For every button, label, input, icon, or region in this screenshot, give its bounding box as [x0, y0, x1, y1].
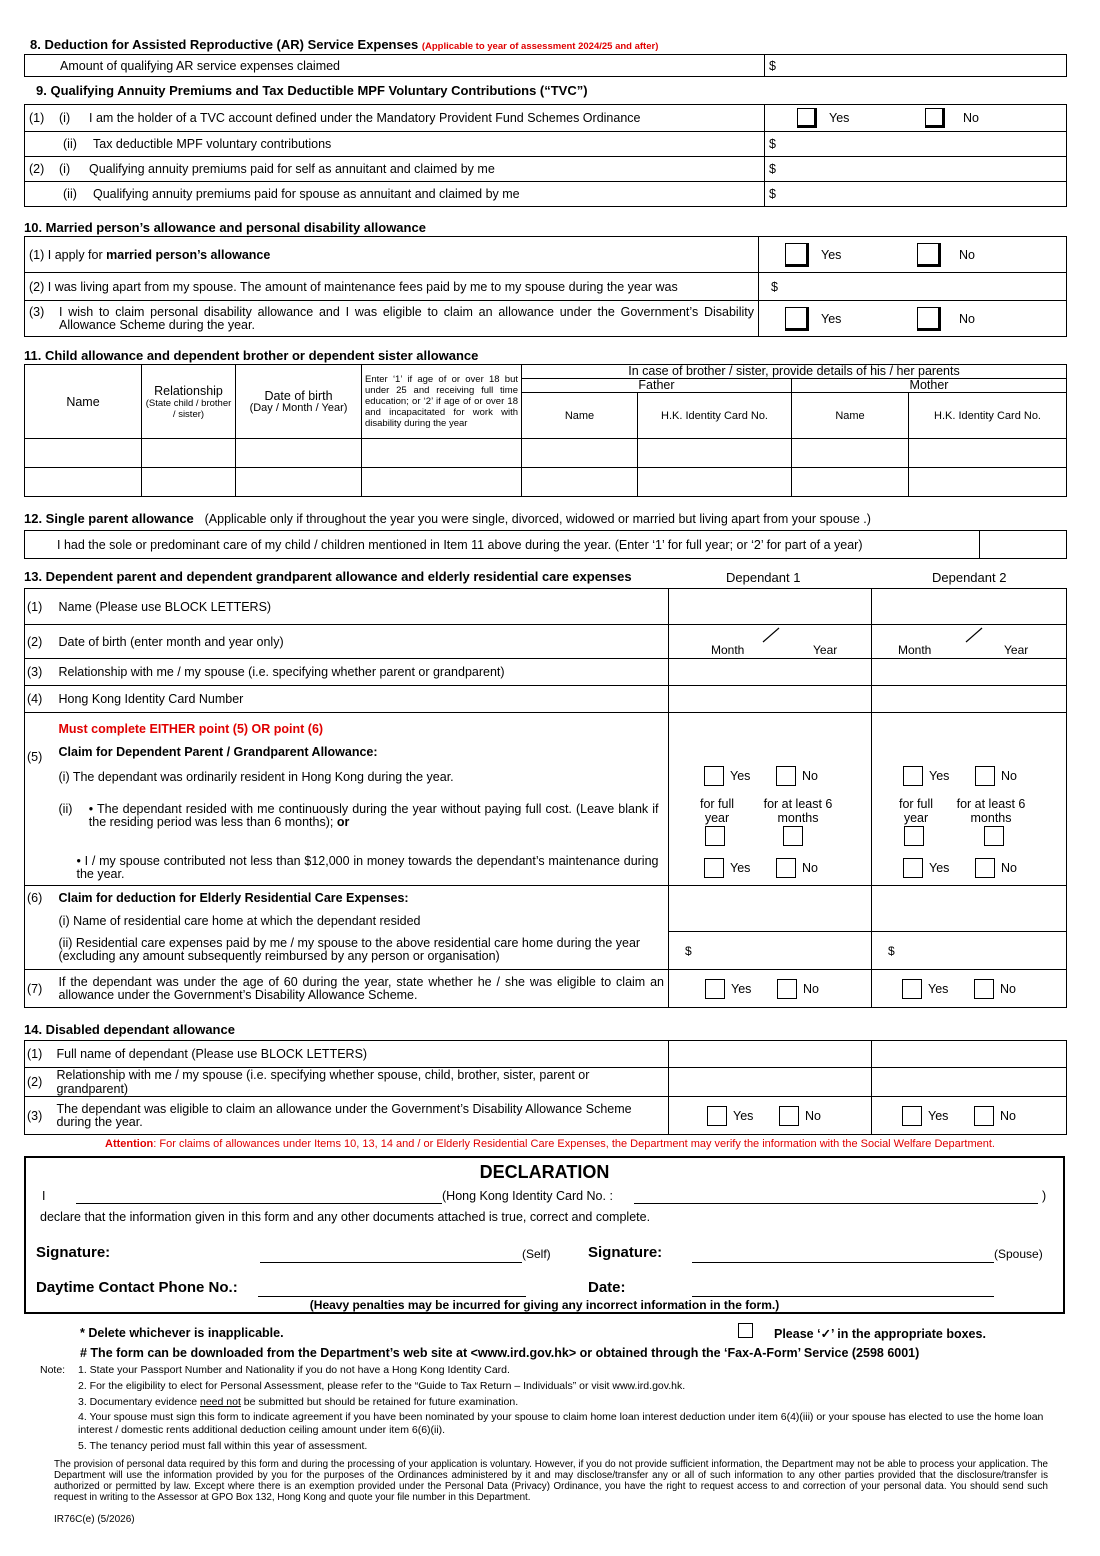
dep1-resident-yes-checkbox[interactable] — [704, 766, 724, 786]
declarant-name-field[interactable] — [76, 1203, 442, 1204]
ordinarily-resident-label: (i) The dependant was ordinarily resident in Hong Kong during the year. — [58, 770, 454, 784]
section-14-table — [24, 1040, 1067, 1135]
signature-spouse-field[interactable] — [692, 1262, 994, 1263]
dep1-name-field[interactable] — [669, 589, 872, 625]
declaration-text: declare that the information given in this form and any other documents attached is true, correct and complete. — [40, 1210, 651, 1224]
attention-note: Attention: For claims of allowances under Items 10, 13, 14 and / or Elderly Residential Care Expenses, the Department may verify the information with the Social Welfare Department. — [105, 1138, 995, 1150]
spouse-label: (Spouse) — [994, 1247, 1043, 1261]
row-number: (1) — [25, 1041, 53, 1068]
dep2-allowance-block: Yes No for full year for at least 6 months Yes No — [872, 713, 1067, 886]
disabled1-yes-checkbox[interactable] — [707, 1106, 727, 1126]
section-9-title: 9. Qualifying Annuity Premiums and Tax Deductible MPF Voluntary Contributions (“TVC”) — [36, 83, 588, 98]
tvc-holder-label: (1) (i) I am the holder of a TVC account defined under the Mandatory Provident Fund Schemes Ordinance — [25, 105, 765, 132]
declaration-box — [24, 1156, 1065, 1314]
dep1-relationship-field[interactable] — [669, 659, 872, 686]
note-1: 1. State your Passport Number and Nationality if you do not have a Hong Kong Identity Card. — [78, 1364, 510, 1376]
tvc-no-checkbox[interactable] — [925, 108, 945, 128]
contributed-label: • I / my spouse contributed not less than $12,000 in money towards the dependant’s maintenance during the year. — [76, 854, 659, 881]
dep2-contrib-yes-checkbox[interactable] — [903, 858, 923, 878]
row-number: (5) — [25, 713, 55, 886]
child-cell[interactable] — [909, 468, 1067, 497]
dep1-contrib-no-checkbox[interactable] — [776, 858, 796, 878]
disabled-relationship-label: Relationship with me / my spouse (i.e. specifying whether spouse, child, brother, sister, parent or grandparent) — [53, 1068, 669, 1097]
slash-mark — [964, 627, 984, 643]
disabled2-yes-checkbox[interactable] — [902, 1106, 922, 1126]
dep2-under60-no-checkbox[interactable] — [974, 979, 994, 999]
disability-allowance-label: (3) I wish to claim personal disability allowance and I was eligible to claim an allowance under the Government’s Disability Allowance Scheme during the year. — [25, 301, 759, 337]
dep2-six-months-checkbox[interactable] — [984, 826, 1004, 846]
dep2-under60-choice: Yes No — [872, 970, 1067, 1008]
dep2-resident-no-checkbox[interactable] — [975, 766, 995, 786]
dep1-full-year-checkbox[interactable] — [705, 826, 725, 846]
row-number: (2) — [25, 625, 55, 659]
dependent-allowance-block — [55, 713, 669, 886]
care-expenses-label: (ii) Residential care expenses paid by me / my spouse to the above residential care home during the year (excluding any amount subsequently reimbursed by any person or organisation) — [55, 932, 669, 970]
table-row — [25, 468, 1067, 497]
date-label: Date: — [588, 1279, 626, 1296]
section-9-table — [24, 104, 1067, 207]
annuity-self-label: (2) (i) Qualifying annuity premiums paid for self as annuitant and claimed by me — [25, 157, 765, 182]
dep1-six-months-label: for at least 6 months — [763, 797, 833, 825]
slash-mark — [761, 627, 781, 643]
section-8-note: (Applicable to year of assessment 2024/25 and after) — [421, 41, 659, 52]
dep2-care-home-field[interactable] — [872, 886, 1067, 932]
child-cell[interactable] — [142, 439, 236, 468]
declarant-hkid-field[interactable] — [634, 1203, 1038, 1204]
section-14-title: 14. Disabled dependant allowance — [24, 1022, 235, 1037]
dep2-full-year-label: for full year — [898, 797, 934, 825]
tvc-contrib-field[interactable]: $ — [765, 132, 1067, 157]
row-number: (3) — [25, 659, 55, 686]
row-number: (4) — [25, 686, 55, 713]
col-parents: In case of brother / sister, provide details of his / her parents — [522, 365, 1067, 379]
row-number: (1) — [25, 589, 55, 625]
tick-note: Please ‘✓’ in the appropriate boxes. — [774, 1327, 986, 1341]
disabled2-no-checkbox[interactable] — [974, 1106, 994, 1126]
section-8-title: 8. Deduction for Assisted Reproductive (AR) Service Expenses (Applicable to year of assessment 2024/25 and after) — [30, 37, 659, 52]
disabled2-choice: Yes No — [872, 1097, 1067, 1135]
section-11-table — [24, 364, 1067, 497]
col-mother: Mother — [792, 379, 1067, 393]
close-paren: ) — [1042, 1189, 1047, 1203]
disabled-name-label: Full name of dependant (Please use BLOCK LETTERS) — [53, 1041, 669, 1068]
delete-note: * Delete whichever is inapplicable. — [80, 1326, 284, 1340]
dep2-name-field[interactable] — [872, 589, 1067, 625]
disability-allowance-choice: Yes No — [759, 301, 1067, 337]
dep1-allowance-block: Yes No for full year for at least 6 months Yes No — [669, 713, 872, 886]
section-13-table — [24, 588, 1067, 1008]
dep1-under60-choice: Yes No — [669, 970, 872, 1008]
date-field[interactable] — [692, 1296, 994, 1297]
dep1-resident-no-checkbox[interactable] — [776, 766, 796, 786]
dep1-care-expenses-field[interactable]: $ — [669, 932, 872, 970]
col-enter-code: Enter ‘1’ if age of or over 18 but under 25 and receiving full time education; or ‘2’ if age of or over 18 and incapacitated for work with disability during the year — [362, 365, 522, 439]
col-father-name: Name — [522, 393, 638, 439]
tvc-holder-choice: Yes No — [765, 105, 1067, 132]
note-3: 3. Documentary evidence need not be submitted but should be retained for future examination. — [78, 1396, 519, 1408]
row-number: (7) — [25, 970, 55, 1008]
phone-label: Daytime Contact Phone No.: — [36, 1279, 238, 1296]
disabled1-choice: Yes No — [669, 1097, 872, 1135]
married-allowance-choice: Yes No — [759, 237, 1067, 273]
dep-hkid-label: Hong Kong Identity Card Number — [55, 686, 669, 713]
married-allowance-label: (1) I apply for married person’s allowance — [25, 237, 759, 273]
child-cell[interactable] — [236, 439, 362, 468]
disability-no-checkbox[interactable] — [917, 307, 941, 331]
col-father-hkid: H.K. Identity Card No. — [638, 393, 792, 439]
residential-care-label: Claim for deduction for Elderly Residential Care Expenses: — [55, 886, 669, 910]
dep1-contrib-yes-checkbox[interactable] — [704, 858, 724, 878]
dep1-under60-no-checkbox[interactable] — [777, 979, 797, 999]
dependant-1-header: Dependant 1 — [726, 570, 801, 585]
child-cell[interactable] — [792, 468, 909, 497]
single-parent-field[interactable] — [980, 531, 1067, 559]
dep2-under60-yes-checkbox[interactable] — [902, 979, 922, 999]
declaration-title: DECLARATION — [479, 1162, 610, 1182]
care-home-name-label: (i) Name of residential care home at which the dependant resided — [55, 910, 669, 932]
ar-expenses-field[interactable]: $ — [765, 55, 1067, 77]
note-label: Note: — [40, 1364, 66, 1376]
child-cell[interactable] — [522, 439, 638, 468]
dep-dob-label: Date of birth (enter month and year only) — [55, 625, 669, 659]
annuity-self-field[interactable]: $ — [765, 157, 1067, 182]
dep1-care-home-field[interactable] — [669, 886, 872, 932]
child-cell[interactable] — [25, 439, 142, 468]
dep2-hkid-field[interactable] — [872, 686, 1067, 713]
signature-self-field[interactable] — [260, 1262, 522, 1263]
annuity-spouse-label: (ii) Qualifying annuity premiums paid for spouse as annuitant and claimed by me — [25, 182, 765, 207]
dependent-allowance-label: Claim for Dependent Parent / Grandparent Allowance: — [58, 745, 378, 759]
col-relationship: Relationship (State child / brother / sister) — [142, 365, 236, 439]
child-cell[interactable] — [792, 439, 909, 468]
married-yes-checkbox[interactable] — [785, 243, 809, 267]
dependant-2-header: Dependant 2 — [932, 570, 1007, 585]
note-4: 4. Your spouse must sign this form to indicate agreement if you have been nominated by your spouse to claim home loan interest deduction under item 6(4)(iii) or your spouse has elected to use the home loan interest / domestic rents additional deduction ceiling amount under item 6(6)(ii). — [78, 1411, 1044, 1436]
row-number: (3) — [25, 1097, 53, 1135]
note-2: 2. For the eligibility to elect for Personal Assessment, please refer to the “Guide to Tax Return – Individuals” or visit www.ird.gov.hk. — [78, 1380, 686, 1392]
must-complete-note: Must complete EITHER point (5) OR point (6) — [58, 722, 324, 736]
dep2-relationship-field[interactable] — [872, 659, 1067, 686]
penalty-note: (Heavy penalties may be incurred for giving any incorrect information in the form.) — [309, 1298, 780, 1312]
form-code: IR76C(e) (5/2026) — [54, 1514, 135, 1525]
dep2-resident-yes-checkbox[interactable] — [903, 766, 923, 786]
dep1-under60-yes-checkbox[interactable] — [705, 979, 725, 999]
single-parent-label: I had the sole or predominant care of my child / children mentioned in Item 11 above during the year. (Enter ‘1’ for full year; or ‘2’ for part of a year) — [25, 531, 980, 559]
self-label: (Self) — [522, 1247, 551, 1261]
child-cell[interactable] — [362, 439, 522, 468]
signature-spouse-label: Signature: — [588, 1244, 663, 1261]
tick-example-box — [738, 1323, 753, 1338]
download-note: # The form can be downloaded from the Department’s web site at <www.ird.gov.hk> or obtained through the ‘Fax-A-Form’ Service (2598 6001) — [80, 1346, 920, 1360]
note-5: 5. The tenancy period must fall within this year of assessment. — [78, 1440, 368, 1452]
disability-yes-checkbox[interactable] — [785, 307, 809, 331]
ar-expenses-label: Amount of qualifying AR service expenses claimed — [25, 55, 765, 77]
dep-name-label: Name (Please use BLOCK LETTERS) — [55, 589, 669, 625]
dep1-six-months-checkbox[interactable] — [783, 826, 803, 846]
annuity-spouse-field[interactable]: $ — [765, 182, 1067, 207]
signature-self-label: Signature: — [36, 1244, 111, 1261]
disabled1-relationship-field[interactable] — [669, 1068, 872, 1097]
dep1-full-year-label: for full year — [699, 797, 735, 825]
disabled2-relationship-field[interactable] — [872, 1068, 1067, 1097]
resided-label: (ii) • The dependant resided with me continuously during the year without paying full cost. (Leave blank if the residing period was less than 6 months); or — [58, 802, 659, 829]
tvc-yes-checkbox[interactable] — [797, 108, 817, 128]
child-cell[interactable] — [638, 468, 792, 497]
child-cell[interactable] — [522, 468, 638, 497]
child-cell[interactable] — [909, 439, 1067, 468]
section-10-table — [24, 236, 1067, 337]
privacy-statement: The provision of personal data required by this form and during the processing of your application is voluntary. However, if you do not provide sufficient information, the Department may not be able to process your application. The Department will use the information provided by you for the purposes of the Ordinances administered by it and may disclose/transfer any or all of such information to any other parties provided that the disclosure/transfer is authorized or permitted by law. Except where there is an exemption provided under the Personal Data (Privacy) Ordinance, you have the right to request access to and correction of your personal data. You should send such request in writing to the Assessor at GPO Box 132, Hong Kong and quote your file number in this Department. — [54, 1459, 1048, 1503]
row-number: (2) — [25, 1068, 53, 1097]
child-cell[interactable] — [25, 468, 142, 497]
section-11-title: 11. Child allowance and dependent brother or dependent sister allowance — [24, 348, 479, 363]
under-60-label: If the dependant was under the age of 60 during the year, state whether he / she was eligible to claim an allowance under the Government’s Disability Allowance Scheme. — [55, 970, 669, 1008]
disabled1-name-field[interactable] — [669, 1041, 872, 1068]
declarant-i: I — [42, 1189, 46, 1203]
child-cell[interactable] — [236, 468, 362, 497]
tvc-contrib-label: (ii) Tax deductible MPF voluntary contributions — [25, 132, 765, 157]
married-no-checkbox[interactable] — [917, 243, 941, 267]
dep1-hkid-field[interactable] — [669, 686, 872, 713]
col-mother-hkid: H.K. Identity Card No. — [909, 393, 1067, 439]
dep2-six-months-label: for at least 6 months — [956, 797, 1026, 825]
maintenance-label: (2) I was living apart from my spouse. The amount of maintenance fees paid by me to my spouse during the year was — [25, 273, 759, 301]
section-8-table — [24, 54, 1067, 77]
dep2-care-expenses-field[interactable]: $ — [872, 932, 1067, 970]
hkid-label: (Hong Kong Identity Card No. : — [442, 1189, 613, 1203]
section-12-title: 12. Single parent allowance (Applicable only if throughout the year you were single, divorced, widowed or married but living apart from your spouse .) — [24, 511, 871, 526]
dep2-contrib-no-checkbox[interactable] — [975, 858, 995, 878]
dep-relationship-label: Relationship with me / my spouse (i.e. specifying whether parent or grandparent) — [55, 659, 669, 686]
phone-field[interactable] — [258, 1296, 526, 1297]
maintenance-field[interactable]: $ — [759, 273, 1067, 301]
row-number: (6) — [25, 886, 55, 910]
dep1-dob-field[interactable]: Month Year — [669, 625, 872, 659]
disabled2-name-field[interactable] — [872, 1041, 1067, 1068]
disabled-eligible-label: The dependant was eligible to claim an allowance under the Government’s Disability Allowance Scheme during the year. — [53, 1097, 669, 1135]
col-father: Father — [522, 379, 792, 393]
child-cell[interactable] — [142, 468, 236, 497]
section-13-title: 13. Dependent parent and dependent grandparent allowance and elderly residential care expenses — [24, 569, 632, 584]
table-row — [25, 439, 1067, 468]
disabled1-no-checkbox[interactable] — [779, 1106, 799, 1126]
col-dob: Date of birth (Day / Month / Year) — [236, 365, 362, 439]
dep2-dob-field[interactable]: Month Year — [872, 625, 1067, 659]
col-mother-name: Name — [792, 393, 909, 439]
child-cell[interactable] — [362, 468, 522, 497]
section-12-table — [24, 530, 1067, 559]
col-name: Name — [25, 365, 142, 439]
section-10-title: 10. Married person’s allowance and personal disability allowance — [24, 220, 426, 235]
dep2-full-year-checkbox[interactable] — [904, 826, 924, 846]
child-cell[interactable] — [638, 439, 792, 468]
